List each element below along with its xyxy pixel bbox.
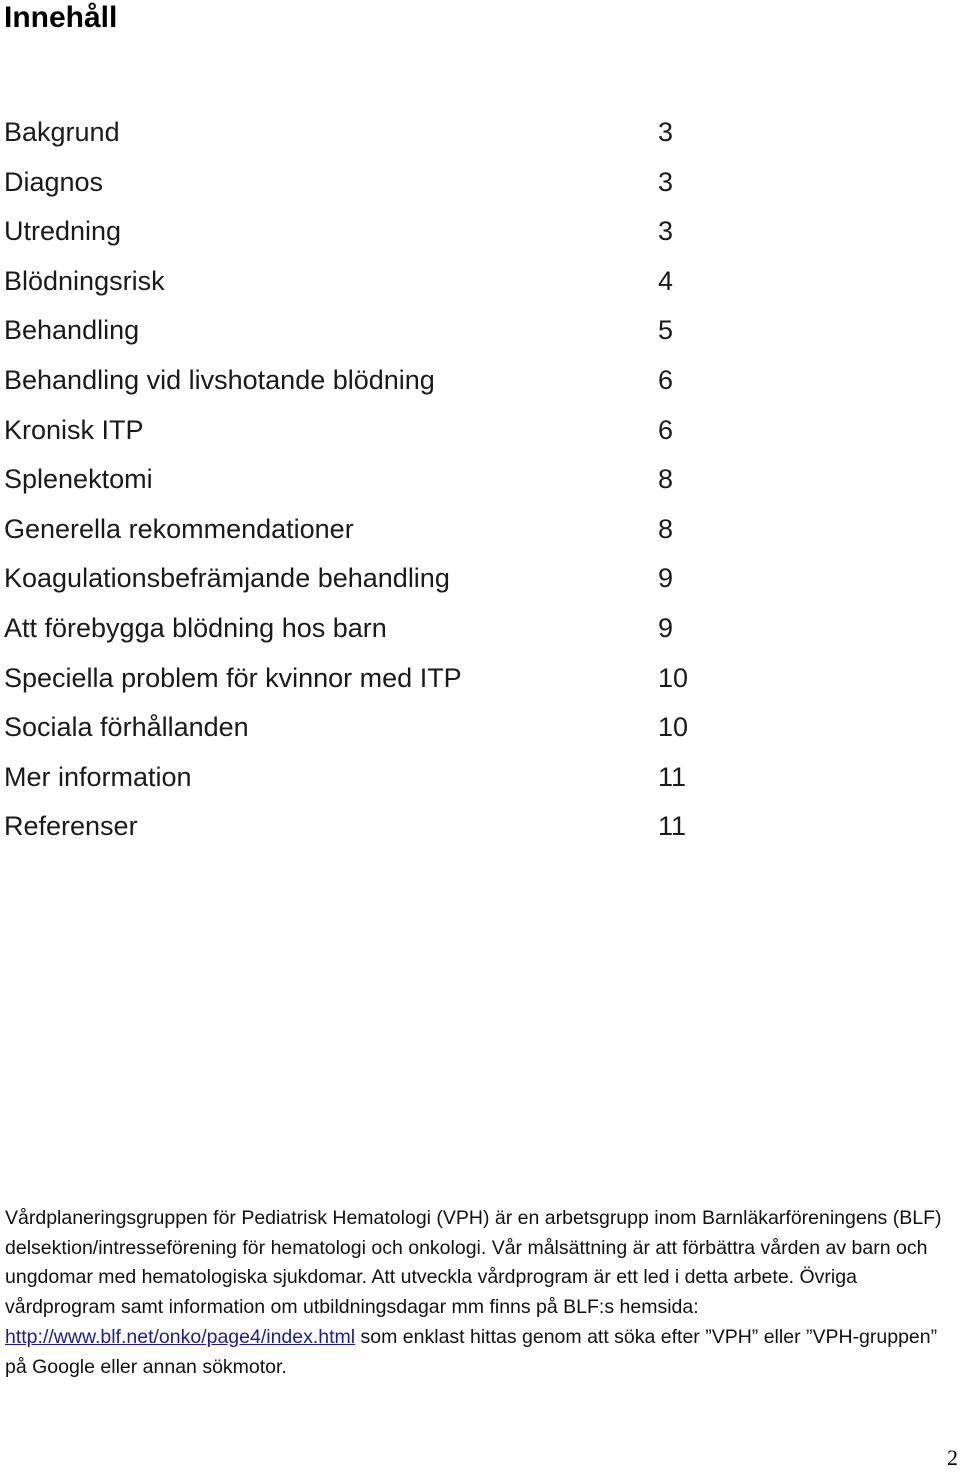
toc-entry-label: Mer information: [4, 761, 192, 792]
toc-entry[interactable]: [4, 461, 724, 511]
toc-entry-page: 3: [658, 117, 674, 147]
toc-entry-page: 8: [658, 513, 674, 544]
toc-entry[interactable]: [4, 263, 724, 313]
toc-entry-label: Utredning: [4, 216, 122, 247]
toc-entry-label: Behandling: [4, 315, 140, 346]
toc-entry-label: Generella rekommendationer: [4, 513, 354, 544]
toc-entry-page: 11: [658, 761, 687, 792]
toc-entry[interactable]: [4, 610, 724, 660]
toc-entry-page: 3: [658, 216, 674, 247]
toc-entry-label: Bakgrund: [4, 117, 120, 147]
toc-entry-page: 11: [658, 811, 687, 842]
toc-entry-label: Speciella problem för kvinnor med ITP: [4, 662, 462, 693]
toc-entry-label: Diagnos: [4, 166, 104, 197]
toc-entry-page: 10: [658, 712, 689, 743]
toc-entry-page: 10: [658, 662, 689, 693]
toc-entry-label: Referenser: [4, 811, 138, 842]
toc-entry[interactable]: [4, 114, 724, 164]
toc-entry-page: 9: [658, 612, 674, 643]
toc-entry-page: 6: [658, 414, 674, 445]
toc-entry[interactable]: [4, 362, 724, 412]
toc-entry-page: 5: [658, 315, 674, 346]
intro-text-end: som enklast hittas genom att söka efter ”VPH” eller ”VPH-gruppen” på Google eller annan sökmotor.: [5, 1325, 938, 1378]
toc-entry-page: 6: [658, 364, 674, 395]
table-of-contents: [4, 114, 724, 858]
toc-entry-label: Koagulationsbefrämjande behandling: [4, 563, 450, 594]
toc-entry[interactable]: [4, 759, 724, 809]
toc-entry[interactable]: [4, 808, 724, 858]
toc-entry-label: Kronisk ITP: [4, 414, 144, 445]
toc-entry[interactable]: [4, 412, 724, 462]
toc-entry-label: Att förebygga blödning hos barn: [4, 612, 387, 643]
toc-entry-label: Behandling vid livshotande blödning: [4, 364, 435, 395]
toc-entry-label: Splenektomi: [4, 464, 153, 495]
toc-entry-label: Blödningsrisk: [4, 265, 165, 296]
toc-entry-label: Sociala förhållanden: [4, 712, 249, 743]
toc-entry-page: 3: [658, 166, 674, 197]
toc-entry[interactable]: [4, 213, 724, 263]
toc-entry[interactable]: [4, 511, 724, 561]
toc-entry-page: 9: [658, 563, 674, 594]
toc-entry-page: 4: [658, 265, 674, 296]
blf-website-link[interactable]: http://www.blf.net/onko/page4/index.html: [5, 1325, 356, 1348]
page-number: 2: [947, 1445, 958, 1470]
intro-paragraph: [5, 1204, 955, 1382]
toc-entry[interactable]: [4, 709, 724, 759]
toc-entry[interactable]: [4, 312, 724, 362]
intro-text: Vårdplaneringsgruppen för Pediatrisk Hematologi (VPH) är en arbetsgrupp inom Barnläkarföreningens (BLF) delsektion/intresseförening för hematologi och onkologi. Vår målsättning är att förbättra vården av barn och ungdomar med hematologiska sjukdomar. Att utveckla vårdprogram är ett led i detta arbete. Övriga vårdprogram samt information om utbildningsdagar mm finns på BLF:s hemsida:: [5, 1207, 942, 1319]
toc-entry[interactable]: [4, 164, 724, 214]
toc-entry[interactable]: [4, 660, 724, 710]
page-title: Innehåll: [4, 1, 118, 34]
toc-entry-page: 8: [658, 464, 674, 495]
toc-entry[interactable]: [4, 560, 724, 610]
